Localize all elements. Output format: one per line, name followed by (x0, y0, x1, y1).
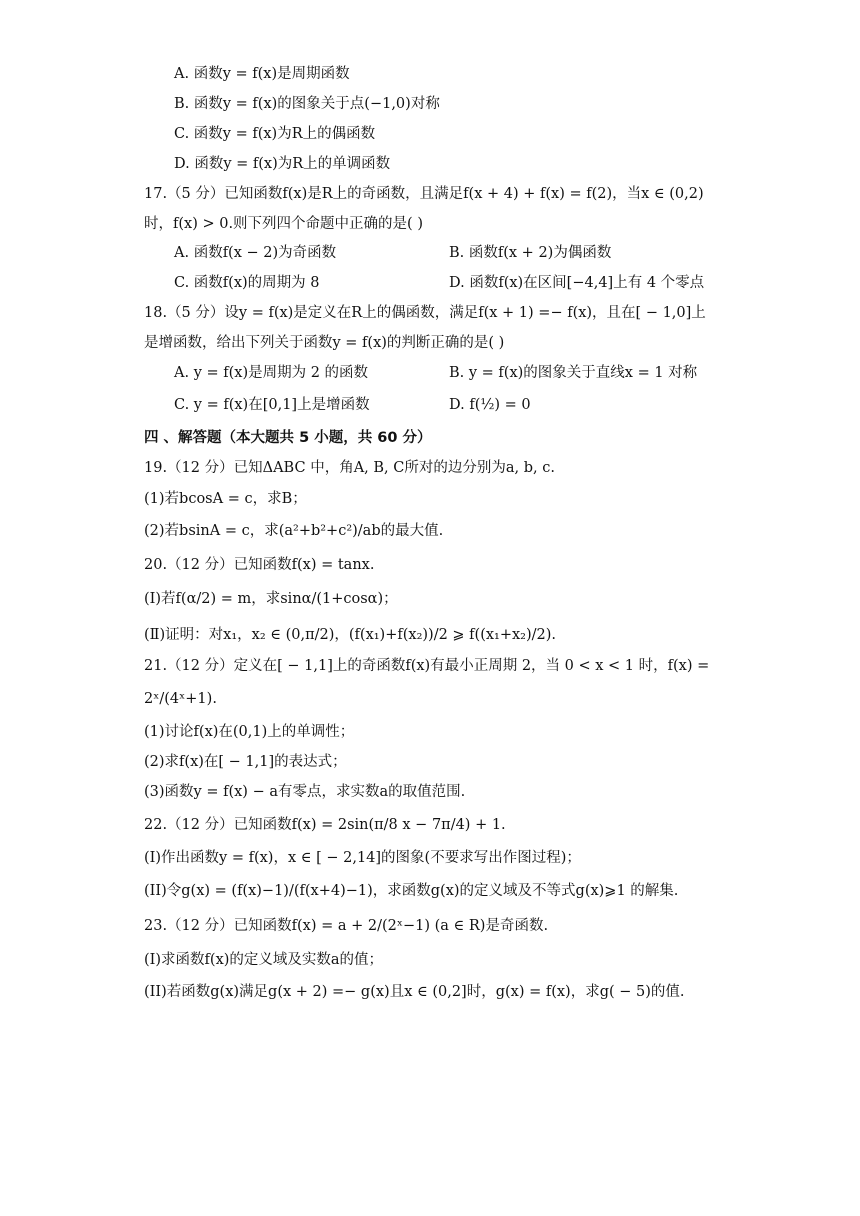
q17-option-a: A. 函数f(x − 2)为奇函数 (174, 245, 337, 261)
q19-part2: (2)若bsinA = c，求(a²+b²+c²)/ab的最大值. (144, 523, 444, 539)
q20-part1: (Ⅰ)若f(α/2) = m，求sinα/(1+cosα)； (144, 591, 398, 607)
q22-stem: 22.（12 分）已知函数f(x) = 2sin(π/8 x − 7π/4) + 1. (144, 817, 506, 833)
q21-part1: (1)讨论f(x)在(0,1)上的单调性； (144, 724, 355, 740)
q18-option-c: C. y = f(x)在[0,1]上是增函数 (174, 397, 370, 413)
q18-option-d: D. f(½) = 0 (449, 397, 531, 413)
q19-stem: 19.（12 分）已知ΔABC 中，角A, B, C所对的边分别为a, b, c. (144, 460, 555, 476)
q17-stem-line1: 17.（5 分）已知函数f(x)是R上的奇函数，且满足f(x + 4) + f(x) = f(2)，当x ∈ (0,2) (144, 186, 704, 202)
q16-option-c: C. 函数y = f(x)为R上的偶函数 (174, 126, 376, 142)
q23-part2: (II)若函数g(x)满足g(x + 2) =− g(x)且x ∈ (0,2]时，g(x) = f(x)，求g( − 5)的值. (144, 984, 685, 1000)
q23-stem: 23.（12 分）已知函数f(x) = a + 2/(2ˣ−1) (a ∈ R)是奇函数. (144, 918, 549, 934)
q21-part3: (3)函数y = f(x) − a有零点，求实数a的取值范围. (144, 784, 466, 800)
q23-part1: (I)求函数f(x)的定义域及实数a的值； (144, 952, 384, 968)
q16-option-a: A. 函数y = f(x)是周期函数 (174, 66, 350, 82)
q19-part1: (1)若bcosA = c，求B； (144, 491, 307, 507)
q20-stem: 20.（12 分）已知函数f(x) = tanx. (144, 557, 375, 573)
q18-stem-line1: 18.（5 分）设y = f(x)是定义在R上的偶函数，满足f(x + 1) =− f(x)，且在[ − 1,0]上 (144, 305, 706, 321)
q16-option-b: B. 函数y = f(x)的图象关于点(−1,0)对称 (174, 96, 440, 112)
q17-option-c: C. 函数f(x)的周期为 8 (174, 275, 320, 291)
q21-stem-line1: 21.（12 分）定义在[ − 1,1]上的奇函数f(x)有最小正周期 2，当 0 < x < 1 时，f(x) = (144, 658, 710, 674)
q20-part2: (Ⅱ)证明：对x₁，x₂ ∈ (0,π/2)，(f(x₁)+f(x₂))/2 ⩾ f((x₁+x₂)/2). (144, 627, 557, 643)
q17-option-b: B. 函数f(x + 2)为偶函数 (449, 245, 612, 261)
q21-stem-line2: 2ˣ/(4ˣ+1). (144, 691, 217, 707)
q17-option-d: D. 函数f(x)在区间[−4,4]上有 4 个零点 (449, 275, 705, 291)
q22-part2: (II)令g(x) = (f(x)−1)/(f(x+4)−1)，求函数g(x)的定义域及不等式g(x)⩾1 的解集. (144, 883, 679, 899)
q18-option-a: A. y = f(x)是周期为 2 的函数 (174, 365, 369, 381)
q18-option-b: B. y = f(x)的图象关于直线x = 1 对称 (449, 365, 698, 381)
q21-part2: (2)求f(x)在[ − 1,1]的表达式； (144, 754, 347, 770)
section-4-heading: 四 、解答题（本大题共 5 小题，共 60 分） (144, 430, 432, 446)
q16-option-d: D. 函数y = f(x)为R上的单调函数 (174, 156, 391, 172)
q18-stem-line2: 是增函数，给出下列关于函数y = f(x)的判断正确的是( ) (144, 335, 505, 351)
q22-part1: (I)作出函数y = f(x)，x ∈ [ − 2,14]的图象(不要求写出作图过程)； (144, 850, 581, 866)
q17-stem-line2: 时，f(x) > 0.则下列四个命题中正确的是( ) (144, 216, 423, 232)
